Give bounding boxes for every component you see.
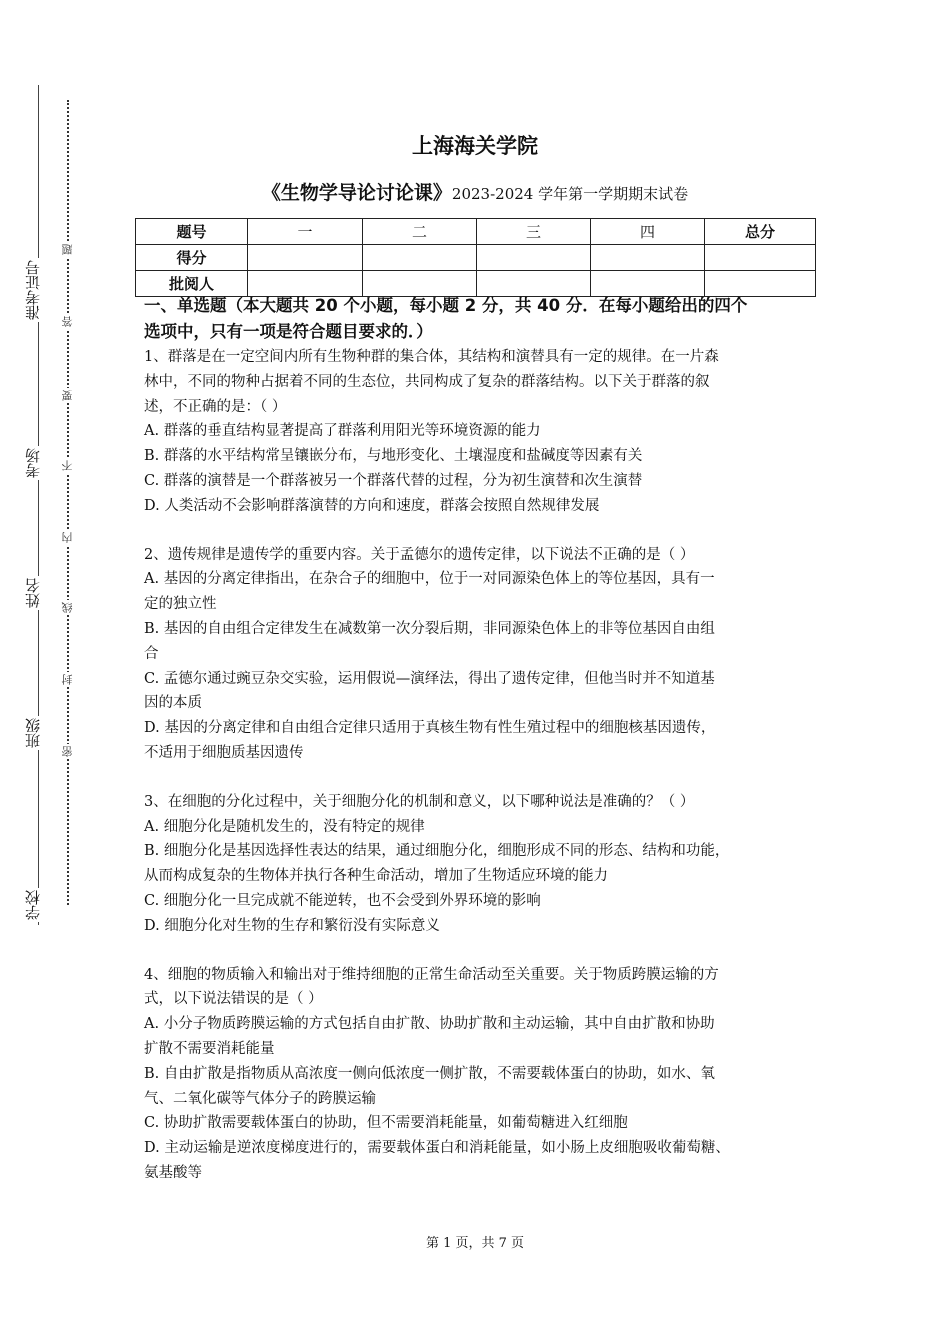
option-line: 从而构成复杂的生物体并执行各种生命活动，增加了生物适应环境的能力 [144,868,608,885]
option-line: C. 孟德尔通过豌豆杂交实验，运用假说—演绎法，得出了遗传定律，但他当时并不知道基 [144,670,715,687]
option-line: B. 基因的自由组合定律发生在减数第一次分裂后期，非同源染色体上的非等位基因自由组 [144,620,715,637]
seal-dotted-line [67,100,69,905]
question-1 [144,345,816,519]
option-c[interactable] [144,667,816,717]
option-line: 气、二氧化碳等气体分子的跨膜运输 [144,1090,376,1107]
seal-char: 封 [61,674,74,685]
section-heading [144,293,816,345]
option-line: 不适用于细胞质基因遗传 [144,744,304,761]
term-text: 2023-2024 学年第一学期期末试卷 [451,185,689,203]
label-class: 班级 [18,716,48,750]
school-title: 上海海关学院 [412,134,538,158]
table-header-cell: 题号 [136,219,248,245]
question-stem-line: 述，不正确的是：（ ） [144,398,287,415]
table-row [136,245,816,271]
section-heading-line: 一、单选题（本大题共 20 个小题，每小题 2 分，共 40 分．在每小题给出的四个 [144,296,748,315]
option-line: D. 基因的分离定律和自由组合定律只适用于真核生物有性生殖过程中的细胞核基因遗传， [144,720,716,737]
question-stem-line: 2、遗传规律是遗传学的重要内容。关于孟德尔的遗传定律，以下说法不正确的是（ ） [144,546,695,563]
option-a[interactable]: A. 细胞分化是随机发生的，没有特定的规律 [144,818,425,835]
label-exam-id: 准考证号 [18,258,48,322]
table-header-cell: 一 [248,219,363,245]
table-header-cell: 总分 [705,219,816,245]
option-a[interactable] [144,567,816,617]
option-d[interactable] [144,716,816,766]
seal-char: 题 [61,244,74,255]
table-header-cell: 二 [363,219,477,245]
score-cell[interactable] [248,245,363,271]
seal-char: 密 [61,746,74,757]
seal-char: 答 [61,316,74,327]
section-heading-line: 选项中，只有一项是符合题目要求的．） [144,322,433,341]
score-cell[interactable] [363,245,477,271]
exam-title [0,178,950,205]
option-a[interactable] [144,1012,816,1062]
option-a[interactable]: A. 群落的垂直结构显著提高了群落利用阳光等环境资源的能力 [144,423,541,440]
row-label: 批阅人 [136,271,248,297]
option-line: 定的独立性 [144,596,217,613]
question-3 [144,790,816,939]
score-cell[interactable] [705,245,816,271]
question-stem-line: 1、群落是在一定空间内所有生物种群的集合体，其结构和演替具有一定的规律。在一片森 [144,349,719,365]
option-b[interactable] [144,617,816,667]
page-footer: 第 1 页，共 7 页 [425,1236,525,1251]
table-header-cell: 四 [591,219,705,245]
row-label: 得分 [136,245,248,271]
question-stem-line: 林中，不同的物种占据着不同的生态位，共同构成了复杂的群落结构。以下关于群落的叙 [144,373,710,390]
option-line: B. 自由扩散是指物质从高浓度一侧向低浓度一侧扩散，不需要载体蛋白的协助，如水、氧 [144,1065,715,1082]
option-line: 因的本质 [144,695,202,712]
table-header-row [136,219,816,245]
seal-char: 不 [61,460,74,471]
label-school: 学校 [18,888,48,922]
option-line: D. 主动运输是逆浓度梯度进行的，需要载体蛋白和消耗能量，如小肠上皮细胞吸收葡萄糖、 [144,1140,730,1157]
option-d[interactable] [144,1136,816,1186]
option-b[interactable]: B. 群落的水平结构常呈镶嵌分布，与地形变化、土壤湿度和盐碱度等因素有关 [144,448,643,465]
option-line: 扩散不需要消耗能量 [144,1040,275,1057]
option-line: 氨基酸等 [144,1164,202,1181]
option-line: A. 基因的分离定律指出，在杂合子的细胞中，位于一对同源染色体上的等位基因，具有一 [144,571,715,588]
option-c[interactable]: C. 协助扩散需要载体蛋白的协助，但不需要消耗能量，如葡萄糖进入红细胞 [144,1115,628,1132]
seal-char: 要 [61,390,74,401]
question-4 [144,963,816,1186]
score-table [135,218,816,297]
course-name: 《生物学导论讨论课》 [261,182,452,204]
option-d[interactable]: D. 人类活动不会影响群落演替的方向和速度，群落会按照自然规律发展 [144,497,600,514]
option-line: 合 [144,645,159,662]
question-stem-line: 4、细胞的物质输入和输出对于维持细胞的正常生命活动至关重要。关于物质跨膜运输的方 [144,966,719,983]
option-b[interactable] [144,839,816,889]
question-stem-line: 3、在细胞的分化过程中，关于细胞分化的机制和意义，以下哪种说法是准确的？（ ） [144,793,695,810]
label-exam-room: 考场 [18,446,48,480]
option-line: A. 小分子物质跨膜运输的方式包括自由扩散、协助扩散和主动运输，其中自由扩散和协助 [144,1016,715,1033]
question-stem-line: 式，以下说法错误的是（ ） [144,991,323,1008]
exam-content [144,293,816,1186]
option-b[interactable] [144,1062,816,1112]
table-header-cell: 三 [477,219,591,245]
option-line: B. 细胞分化是基因选择性表达的结果，通过细胞分化，细胞形成不同的形态、结构和功能， [144,843,730,860]
option-d[interactable]: D. 细胞分化对生物的生存和繁衍没有实际意义 [144,917,440,934]
seal-char: 线 [61,602,74,613]
question-2 [144,543,816,766]
option-c[interactable]: C. 细胞分化一旦完成就不能逆转，也不会受到外界环境的影响 [144,892,541,909]
label-name: 姓名 [18,576,48,610]
option-c[interactable]: C. 群落的演替是一个群落被另一个群落代替的过程，分为初生演替和次生演替 [144,472,643,489]
score-cell[interactable] [477,245,591,271]
fill-line [38,85,39,925]
score-cell[interactable] [591,245,705,271]
seal-char: 内 [61,532,74,543]
